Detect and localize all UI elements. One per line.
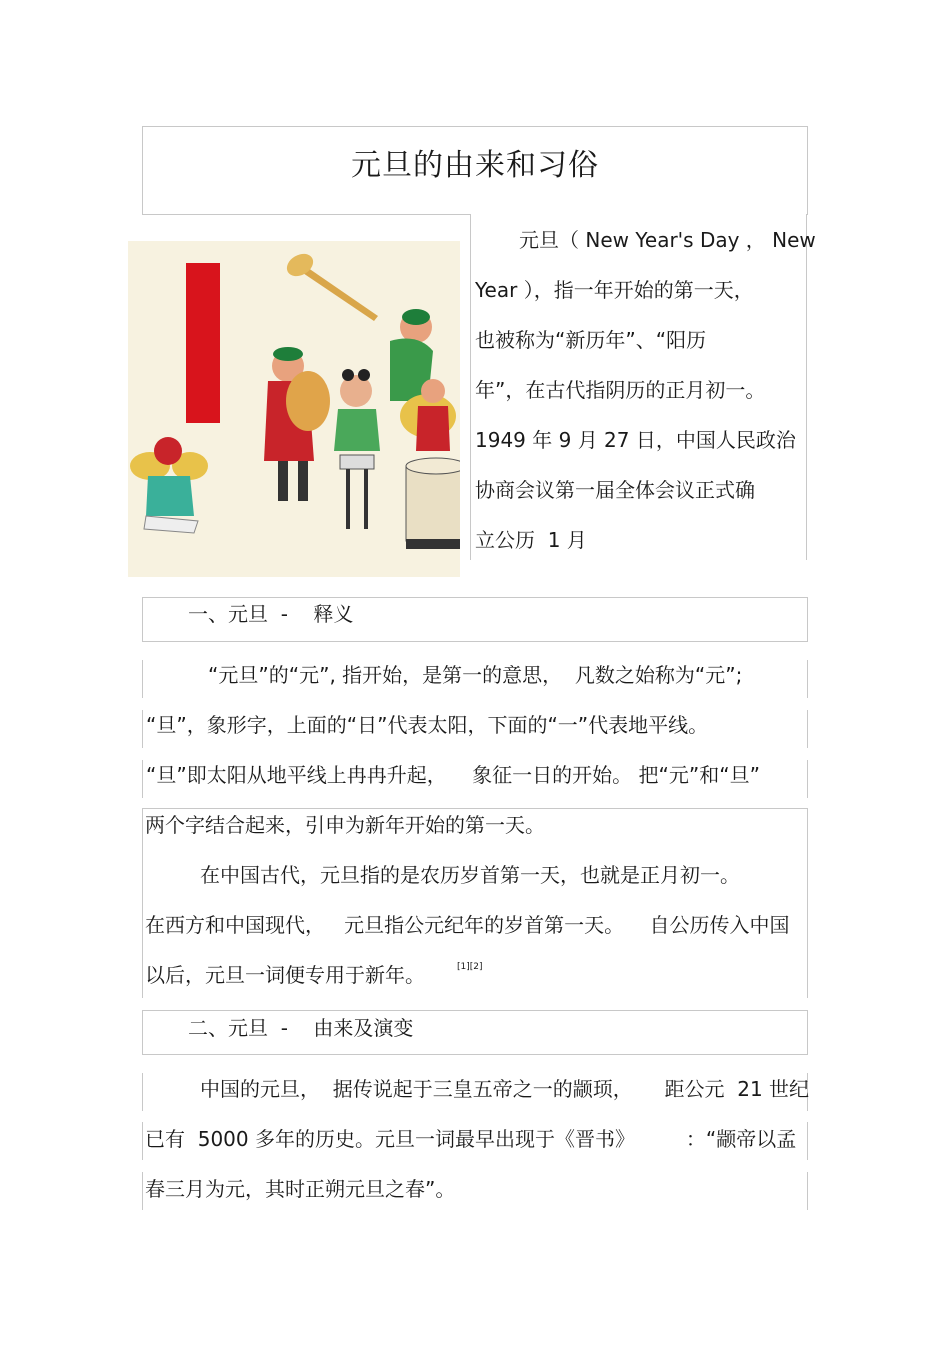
section1-line: 在西方和中国现代， 元旦指公元纪年的岁首第一天。 自公历传入中国 — [145, 913, 790, 937]
intro-line: 也被称为“新历年”、“阳历 — [475, 328, 707, 352]
section2-line: 中国的元旦， 据传说起于三皇五帝之一的颛顼， 距公元 21 世纪 — [200, 1077, 810, 1101]
section1-heading: 一、元旦 - 释义 — [188, 602, 354, 626]
intro-line: 协商会议第一届全体会议正式确 — [475, 478, 755, 502]
musicians-image — [128, 241, 460, 577]
section1-line: 在中国古代，元旦指的是农历岁首第一天，也就是正月初一。 — [200, 863, 740, 887]
section1-line: 两个字结合起来，引申为新年开始的第一天。 — [145, 813, 545, 837]
section1-line: “旦”，象形字，上面的“日”代表太阳，下面的“一”代表地平线。 — [146, 713, 709, 737]
intro-line: 年”，在古代指阴历的正月初一。 — [475, 378, 766, 402]
intro-line: 立公历 1 月 — [475, 528, 587, 552]
page-title: 元旦的由来和习俗 — [351, 148, 599, 183]
intro-box-left-rule — [470, 214, 471, 560]
section2-heading: 二、元旦 - 由来及演变 — [188, 1016, 414, 1040]
intro-line: Year ），指一年开始的第一天， — [475, 278, 754, 302]
festival-illustration — [128, 241, 460, 577]
section1-line: 以后，元旦一词便专用于新年。 — [145, 963, 425, 987]
intro-line: 1949 年 9 月 27 日，中国人民政治 — [475, 428, 796, 452]
section1-line: “旦”即太阳从地平线上冉冉升起， 象征一日的开始。 把“元”和“旦” — [146, 763, 760, 787]
section1-line: “元旦”的“元”, 指开始，是第一的意思， 凡数之始称为“元”; — [208, 663, 743, 687]
section2-line: 春三月为元，其时正朔元旦之春”。 — [145, 1177, 456, 1201]
intro-line: 元旦（ New Year's Day ， New — [519, 228, 816, 252]
banner-shape — [186, 263, 220, 423]
section2-line: 已有 5000 多年的历史。元旦一词最早出现于《晋书》 ：“颛帝以孟 — [145, 1127, 797, 1151]
intro-box-right-rule — [806, 214, 807, 560]
citation-superscript[interactable]: [1][2] — [457, 962, 483, 972]
title-box-bottom-rule — [142, 214, 470, 215]
